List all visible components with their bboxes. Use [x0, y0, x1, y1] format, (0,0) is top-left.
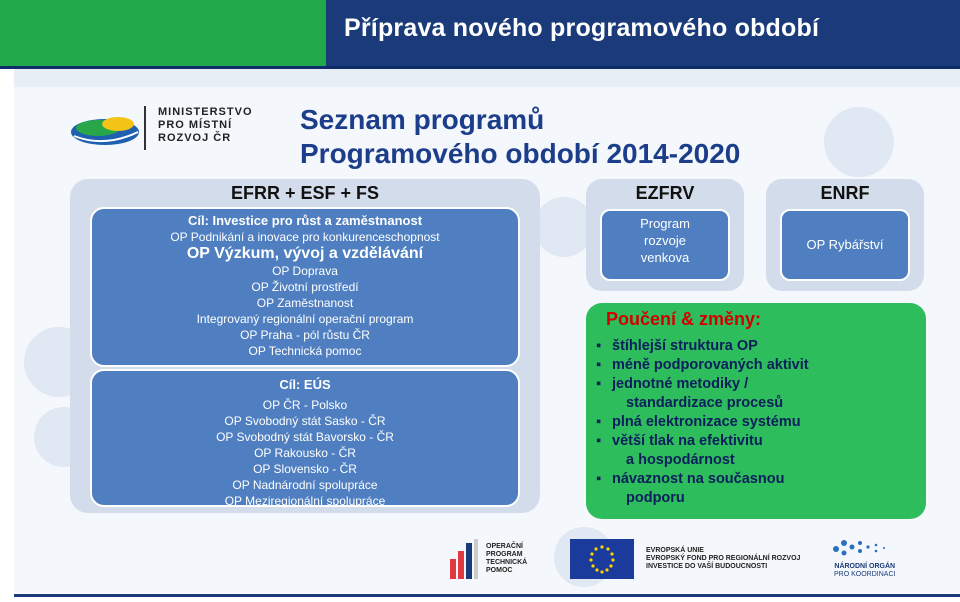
- enrf-title: ENRF: [820, 183, 870, 203]
- mmr-logo-icon: [68, 110, 142, 150]
- slide-image: [14, 87, 960, 593]
- lesson-item: a hospodárnost: [626, 452, 735, 468]
- ministry-name: MINISTERSTVO PRO MÍSTNÍ ROZVOJ ČR: [144, 106, 253, 150]
- program-item: OP Meziregionální spolupráce: [224, 494, 386, 508]
- program-item: OP ČR - Polsko: [262, 398, 348, 412]
- no-dots-icon: [830, 535, 890, 561]
- enrf-program: OP Rybářství: [780, 209, 910, 281]
- program-item: OP Svobodný stát Sasko - ČR: [224, 414, 386, 428]
- footer-divider: [14, 594, 960, 597]
- lesson-item: ▪ štíhlejší struktura OP: [594, 337, 809, 356]
- program-item: OP Výzkum, vývoj a vzdělávání: [186, 245, 424, 262]
- ezfrv-program: Program rozvoje venkova: [600, 209, 730, 281]
- goal-growth-heading: Cíl: Investice pro růst a zaměstnanost: [187, 213, 423, 228]
- program-item: OP Rakousko - ČR: [254, 446, 356, 460]
- lesson-item: standardizace procesů: [626, 395, 784, 411]
- op-tp-bars-icon: [448, 539, 480, 579]
- goal-eus-heading: Cíl: EÚS: [279, 377, 331, 392]
- program-item: Integrovaný regionální operační program: [196, 312, 414, 326]
- ezfrv-box: [586, 179, 744, 291]
- lessons-list: [594, 337, 809, 508]
- program-item: OP Svobodný stát Bavorsko - ČR: [216, 430, 394, 444]
- program-item: OP Zaměstnanost: [256, 296, 354, 310]
- program-item: OP Praha - pól růstu ČR: [240, 328, 370, 342]
- ezfrv-title: EZFRV: [635, 183, 695, 203]
- slide-heading: Seznam programů Programového období 2014-2020: [300, 104, 741, 169]
- lesson-item: ▪ plná elektronizace systému: [594, 413, 809, 432]
- program-item: OP Životní prostředí: [251, 280, 359, 294]
- lessons-title: Poučení & změny:: [606, 309, 762, 329]
- efrr-title: EFRR + ESF + FS: [230, 183, 380, 203]
- lesson-item: ▪ méně podporovaných aktivit: [594, 356, 809, 375]
- lesson-item: ▪ větší tlak na efektivitu: [594, 432, 809, 451]
- lesson-item: podporu: [626, 490, 685, 506]
- enrf-box: [766, 179, 924, 291]
- header-bar: [0, 0, 960, 66]
- decor-circle: [534, 197, 594, 257]
- header-green-block: [0, 0, 326, 66]
- no-logo: NÁRODNÍ ORGÁN PRO KOORDINACI: [826, 535, 906, 581]
- program-item: OP Podnikání a inovace pro konkurenceschopnost: [170, 230, 440, 244]
- program-item: OP Nadnárodní spolupráce: [232, 478, 378, 492]
- header-shadow: [14, 69, 960, 87]
- goal-growth-box: [90, 207, 520, 367]
- eu-logo: EVROPSKÁ UNIE EVROPSKÝ FOND PRO REGIONÁLNÍ ROZVOJ INVESTICE DO VAŠÍ BUDOUCNOSTI: [570, 535, 820, 581]
- efrr-box: [70, 179, 540, 513]
- lesson-item: ▪ jednotné metodiky /: [594, 375, 809, 394]
- lesson-item: ▪ návaznost na současnou: [594, 470, 809, 489]
- goal-eus-box: [90, 369, 520, 507]
- program-item: OP Slovensko - ČR: [253, 462, 357, 476]
- program-item: OP Technická pomoc: [248, 344, 362, 358]
- lessons-box: [586, 303, 926, 519]
- page-title: Příprava nového programového období: [344, 14, 820, 42]
- decor-circle: [824, 107, 894, 177]
- program-item: OP Doprava: [272, 264, 338, 278]
- op-tp-logo: OPERAČNÍ PROGRAM TECHNICKÁ POMOC: [448, 535, 548, 581]
- eu-flag-icon: [570, 539, 634, 579]
